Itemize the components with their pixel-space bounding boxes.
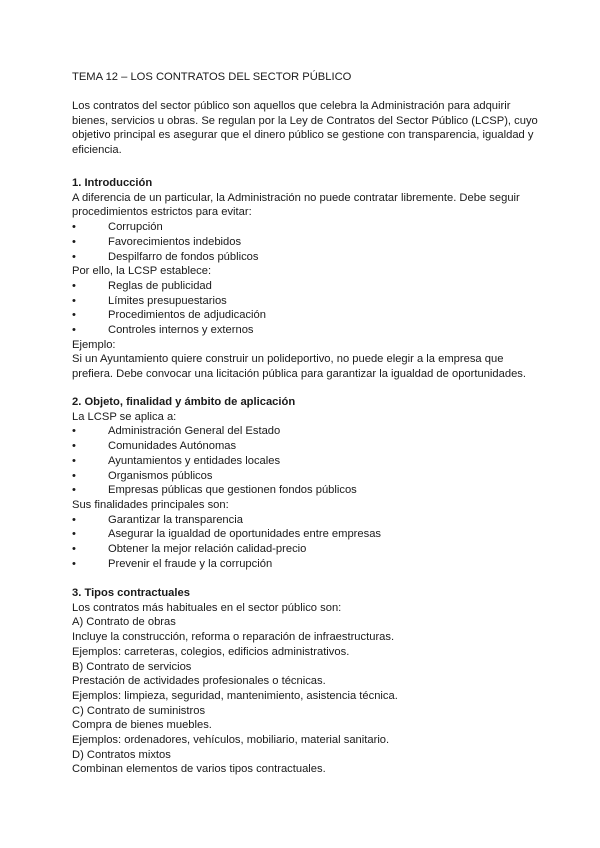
document-title: TEMA 12 – LOS CONTRATOS DEL SECTOR PÚBLICO xyxy=(72,71,352,83)
text-line: Ejemplos: carreteras, colegios, edificios administrativos. xyxy=(72,645,350,658)
bullet-icon: • xyxy=(72,221,76,234)
section-2-paragraph: La LCSP se aplica a: xyxy=(72,410,177,423)
list-item: • Corrupción xyxy=(72,221,163,234)
section-2-heading: 2. Objeto, finalidad y ámbito de aplicación xyxy=(72,396,296,408)
list-item: • Reglas de publicidad xyxy=(72,279,212,292)
bullet-icon: • xyxy=(72,235,76,248)
bullet-icon: • xyxy=(72,279,76,292)
text-line: Compra de bienes muebles. xyxy=(72,719,212,732)
bullet-icon: • xyxy=(72,454,76,467)
bullet-icon: • xyxy=(72,324,76,337)
bullet-icon: • xyxy=(72,440,76,453)
intro-section xyxy=(72,99,542,158)
section-2-list-2 xyxy=(72,513,542,572)
section-1-heading: 1. Introducción xyxy=(72,177,153,189)
bullet-icon: • xyxy=(72,309,76,322)
section-tipos xyxy=(72,586,542,777)
list-item: • Empresas públicas que gestionen fondos públicos xyxy=(72,484,357,497)
bullet-icon: • xyxy=(72,294,76,307)
list-item: • Prevenir el fraude y la corrupción xyxy=(72,557,273,570)
list-item: • Comunidades Autónomas xyxy=(72,440,237,453)
bullet-icon: • xyxy=(72,543,76,556)
text-line: Ejemplos: ordenadores, vehículos, mobiliario, material sanitario. xyxy=(72,734,390,747)
section-1-paragraph-2: Por ello, la LCSP establece: xyxy=(72,265,212,278)
text-line: Incluye la construcción, reforma o reparación de infraestructuras. xyxy=(72,631,395,644)
list-item: • Organismos públicos xyxy=(72,469,213,482)
example-paragraph: Si un Ayuntamiento quiere construir un polideportivo, no puede elegir a la empresa que prefiera. Debe convocar una licitación pública para garantizar la igualdad de oportunidades. xyxy=(72,353,527,381)
subheading-mixtos: D) Contratos mixtos xyxy=(72,748,171,761)
section-objeto xyxy=(72,395,542,571)
text-line: Los contratos más habituales en el sector público son: xyxy=(72,601,342,614)
example-label: Ejemplo: xyxy=(72,338,116,351)
subheading-servicios: B) Contrato de servicios xyxy=(72,660,192,673)
text-line: Prestación de actividades profesionales o técnicas. xyxy=(72,675,326,688)
list-item: • Límites presupuestarios xyxy=(72,294,227,307)
text-line: Ejemplos: limpieza, seguridad, mantenimiento, asistencia técnica. xyxy=(72,689,398,702)
list-item: • Favorecimientos indebidos xyxy=(72,235,242,248)
section-2-paragraph-2: Sus finalidades principales son: xyxy=(72,498,229,511)
bullet-icon: • xyxy=(72,557,76,570)
list-item: • Procedimientos de adjudicación xyxy=(72,309,266,322)
bullet-icon: • xyxy=(72,528,76,541)
bullet-icon: • xyxy=(72,469,76,482)
section-2-list-1 xyxy=(72,424,542,498)
bullet-icon: • xyxy=(72,250,76,263)
section-introduccion xyxy=(72,176,542,382)
bullet-icon: • xyxy=(72,425,76,438)
section-3-heading: 3. Tipos contractuales xyxy=(72,587,190,599)
subheading-suministros: C) Contrato de suministros xyxy=(72,704,206,717)
list-item: • Ayuntamientos y entidades locales xyxy=(72,454,281,467)
list-item: • Asegurar la igualdad de oportunidades entre empresas xyxy=(72,528,382,541)
text-line: Combinan elementos de varios tipos contractuales. xyxy=(72,763,326,776)
bullet-icon: • xyxy=(72,484,76,497)
bullet-icon: • xyxy=(72,513,76,526)
list-item: • Controles internos y externos xyxy=(72,324,254,337)
intro-paragraph: Los contratos del sector público son aquellos que celebra la Administración para adquirir bienes, servicios u obras. Se regulan por la Ley de Contratos del Sector Público (LCSP), cuyo objetivo principal es asegurar que el dinero público se gestione con transparencia, igualdad y eficiencia. xyxy=(72,100,538,157)
list-item: • Administración General del Estado xyxy=(72,425,281,438)
section-1-list-1 xyxy=(72,220,542,264)
list-item: • Garantizar la transparencia xyxy=(72,513,243,526)
list-item: • Obtener la mejor relación calidad-precio xyxy=(72,543,307,556)
subheading-obras: A) Contrato de obras xyxy=(72,616,176,629)
section-1-paragraph: A diferencia de un particular, la Administración no puede contratar libremente. Debe seguir procedimientos estrictos para evitar: xyxy=(72,191,520,219)
section-1-list-2 xyxy=(72,279,542,338)
list-item: • Despilfarro de fondos públicos xyxy=(72,250,259,263)
